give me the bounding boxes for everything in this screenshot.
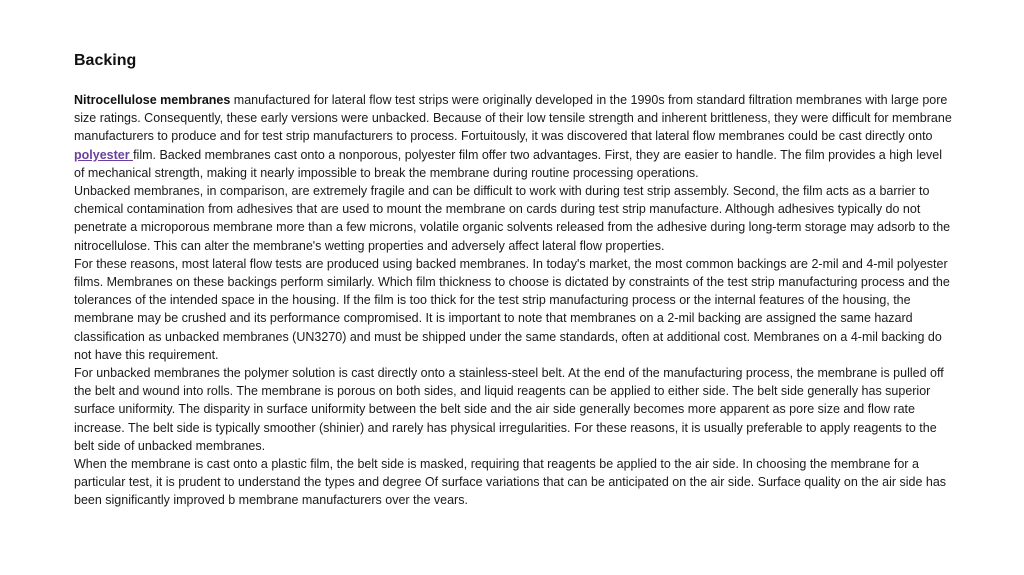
paragraph-backings: For these reasons, most lateral flow tests are produced using backed membranes. In today's market, the most common backings are 2-mil and 4-mil polyester films. Membranes on these backings perform similarly. Which film thickness to choose is dictated by constraints of the test strip manufacturing process and the tolerances of the intended space in the housing. If the film is too thick for the test strip manufacturing process or the internal features of the housing, the membrane may be crushed and its performance compromised. It is important to note that membranes on a 2-mil backing are assigned the same hazard classification as unbacked membranes (UN3270) and must be shipped under the same standards, often at additional cost. Membranes on a 4-mil backing do not have this requirement. (74, 256, 950, 362)
document-body (74, 50, 954, 510)
paragraph-intro-text: manufactured for lateral flow test strips were originally developed in the 1990s from standard filtration membranes with large pore size ratings. Consequently, these early versions were unbacked. Because of their low tensile strength and inherent brittleness, they were difficult for membrane manufacturers to produce and for test strip manufacturers to process. Fortuitously, it was discovered that lateral flow membranes could be cast directly onto (74, 93, 952, 144)
paragraph-intro-text-cont: film. Backed membranes cast onto a nonporous, polyester film offer two advantages. First, they are easier to handle. The film provides a high level of mechanical strength, making it nearly impossible to break the membrane during routine processing operations. (74, 147, 943, 180)
bold-lead-text: Nitrocellulose membranes (74, 93, 231, 107)
paragraph-belt-casting: For unbacked membranes the polymer solution is cast directly onto a stainless-steel belt. At the end of the manufacturing process, the membrane is pulled off the belt and wound into rolls. The membrane is porous on both sides, and liquid reagents can be applied to either side. The belt side generally has superior surface uniformity. The disparity in surface uniformity between the belt side and the air side generally becomes more apparent as pore size and flow rate increase. The belt side is typically smoother (shinier) and rarely has physical irregularities. For these reasons, it is usually preferable to apply reagents to the belt side of unbacked membranes. (74, 366, 944, 453)
section-title: Backing (74, 52, 137, 69)
paragraph-intro (74, 91, 954, 182)
paragraph-unbacked: Unbacked membranes, in comparison, are extremely fragile and can be difficult to work with during test strip assembly. Second, the film acts as a barrier to chemical contamination from adhesives that are used to mount the membrane on cards during test strip manufacture. Although adhesives typically do not penetrate a microporous membrane more than a few microns, volatile organic solvents released from the adhesive during long-term storage may adsorb to the nitrocellulose. This can alter the membrane's wetting properties and adversely affect lateral flow properties. (74, 184, 951, 253)
polyester-link[interactable]: polyester (74, 147, 134, 162)
paragraph-plastic-film: When the membrane is cast onto a plastic film, the belt side is masked, requiring that reagents be applied to the air side. In choosing the membrane for a particular test, it is prudent to understand the types and degree Of surface variations that can be anticipated on the air side. Surface quality on the air side has been significantly improved b membrane manufacturers over the vears. (74, 457, 947, 508)
